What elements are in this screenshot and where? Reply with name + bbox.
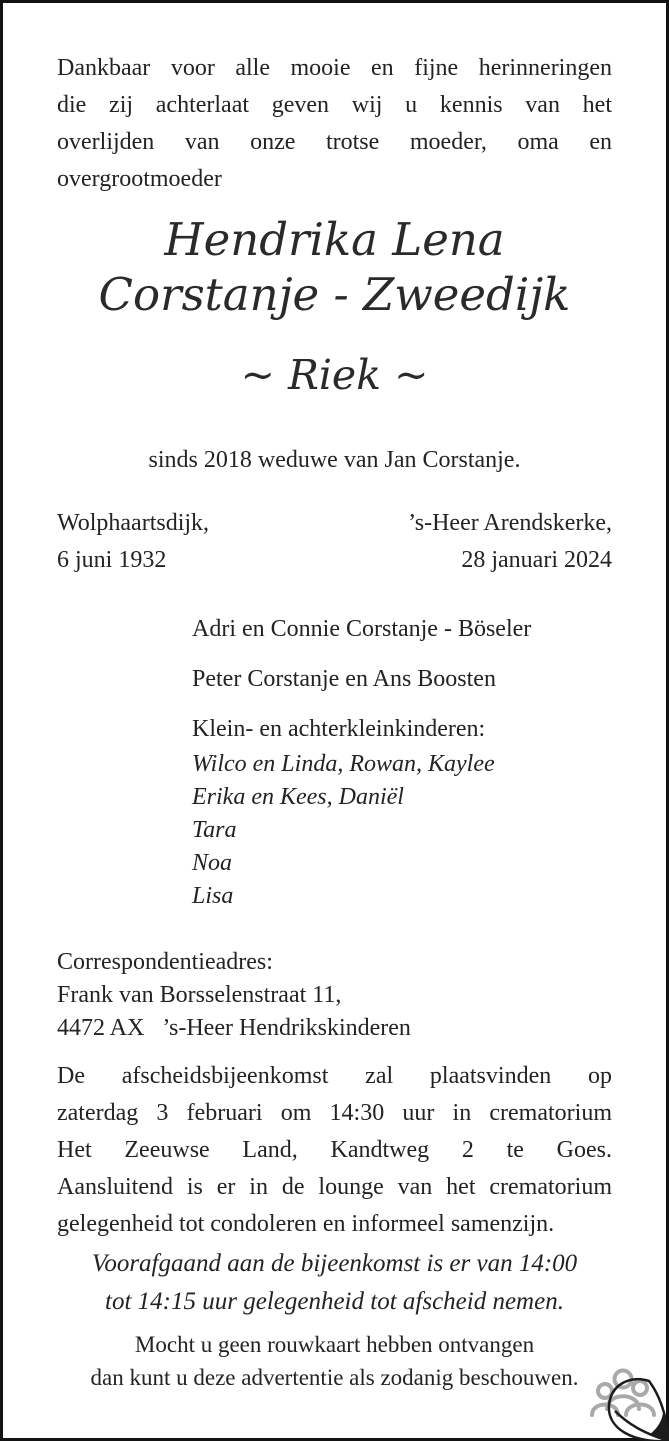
ceremony-line: Het Zeeuwse Land, Kandtweg 2 te Goes. xyxy=(57,1137,612,1163)
correspondence-street: Frank van Borsselenstraat 11, xyxy=(57,982,342,1008)
deceased-nickname: ~ Riek ~ xyxy=(240,351,429,399)
ceremony-line: gelegenheid tot condoleren en informeel samenzijn. xyxy=(57,1211,555,1237)
ceremony-line: zaterdag 3 februari om 14:30 uur in crematorium xyxy=(57,1100,612,1126)
family-child: Peter Corstanje en Ans Boosten xyxy=(192,666,496,692)
deceased-last-name: Corstanje - Zweedijk xyxy=(98,268,571,321)
birth-place-date xyxy=(57,505,209,579)
family-child: Adri en Connie Corstanje - Böseler xyxy=(192,616,532,642)
grandchild-entry: Noa xyxy=(192,850,233,876)
no-card-line: Mocht u geen rouwkaart hebben ontvangen xyxy=(134,1332,535,1357)
grandchild-entry: Lisa xyxy=(192,883,234,909)
correspondence-postal-city: 4472 AX ’s-Heer Hendrikskinderen xyxy=(57,1015,411,1041)
death-place-date xyxy=(408,505,612,579)
deceased-first-names: Hendrika Lena xyxy=(164,213,505,266)
grandchild-entry: Erika en Kees, Daniël xyxy=(192,784,404,810)
birth-date: 6 juni 1932 xyxy=(57,547,167,573)
funeral-home-logo xyxy=(585,1363,669,1441)
deceased-name xyxy=(57,212,612,322)
correspondence-label: Correspondentieadres: xyxy=(57,949,273,975)
widow-line: sinds 2018 weduwe van Jan Corstanje. xyxy=(148,447,521,473)
grandchild-entry: Wilco en Linda, Rowan, Kaylee xyxy=(192,751,495,777)
no-card-notice xyxy=(57,1328,612,1394)
ceremony-line: Aansluitend is er in de lounge van het crematorium xyxy=(57,1174,612,1200)
viewing-line: tot 14:15 uur gelegenheid tot afscheid nemen. xyxy=(105,1288,564,1315)
ceremony-paragraph xyxy=(57,1058,612,1243)
grandchild-entry: Tara xyxy=(192,817,237,843)
no-card-line: dan kunt u deze advertentie als zodanig beschouwen. xyxy=(90,1365,579,1390)
family-list xyxy=(192,611,612,913)
obituary-content xyxy=(57,0,612,1394)
intro-line: die zij achterlaat geven wij u kennis van het xyxy=(57,92,612,118)
grandchildren-label: Klein- en achterkleinkinderen: xyxy=(192,716,486,742)
death-date: 28 januari 2024 xyxy=(461,547,612,573)
intro-line: overlijden van onze trotse moeder, oma en xyxy=(57,129,612,155)
intro-paragraph xyxy=(57,50,612,198)
viewing-line: Voorafgaand aan de bijeenkomst is er van 14:00 xyxy=(91,1250,578,1277)
birth-death-row xyxy=(57,505,612,579)
intro-line: overgrootmoeder xyxy=(57,166,222,192)
birth-place: Wolphaartsdijk, xyxy=(57,510,210,536)
viewing-notice xyxy=(57,1245,612,1321)
death-place: ’s-Heer Arendskerke, xyxy=(408,510,612,536)
correspondence-address xyxy=(57,946,612,1045)
ceremony-line: De afscheidsbijeenkomst zal plaatsvinden op xyxy=(57,1063,612,1089)
intro-line: Dankbaar voor alle mooie en fijne herinneringen xyxy=(57,55,612,81)
